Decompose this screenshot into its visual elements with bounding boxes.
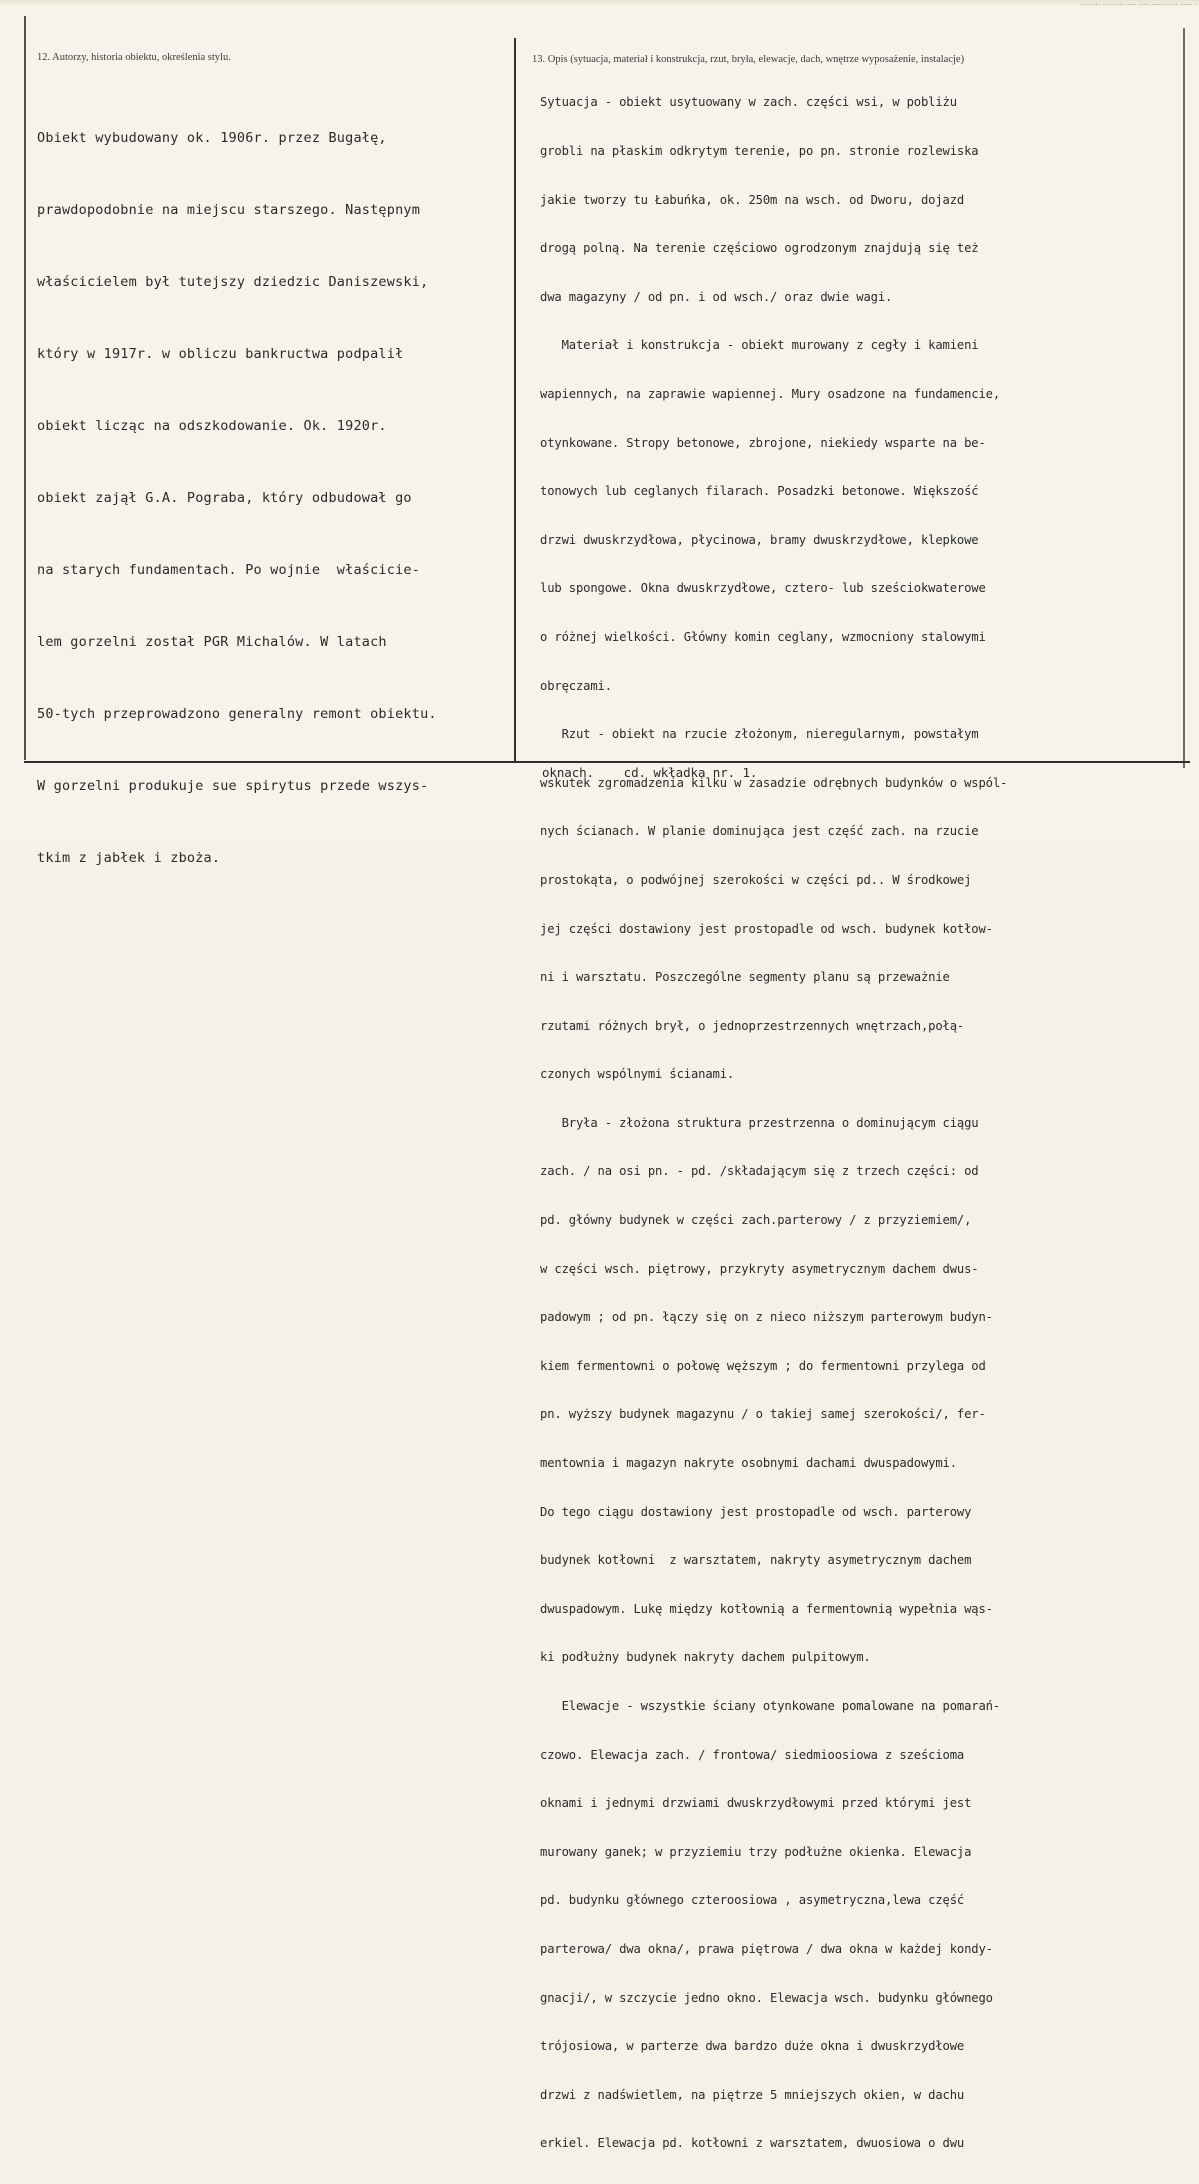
history-line: W gorzelni produkuje sue spirytus przede wszys- — [37, 778, 429, 794]
history-line: obiekt licząc na odszkodowanie. Ok. 1920r. — [37, 418, 387, 434]
continuation-note: oknach. cd. wkładka nr. 1. — [542, 765, 758, 780]
description-line: dwuspadowym. Lukę między kotłownią a fermentownią wypełnia wąs- — [540, 1601, 993, 1616]
history-text-block — [37, 78, 512, 918]
description-line: oknami i jednymi drzwiami dwuskrzydłowymi przed którymi jest — [540, 1796, 972, 1811]
description-line: tonowych lub ceglanych filarach. Posadzki betonowe. Większość — [540, 484, 979, 499]
history-line: 50-tych przeprowadzono generalny remont obiektu. — [37, 706, 437, 722]
description-line: Sytuacja - obiekt usytuowany w zach. części wsi, w pobliżu — [540, 95, 957, 110]
description-line: jej części dostawiony jest prostopadle od wsch. budynek kotłow- — [540, 921, 993, 936]
description-line: ki podłużny budynek nakryty dachem pulpitowym. — [540, 1650, 871, 1665]
history-line: na starych fundamentach. Po wojnie właścicie- — [37, 562, 421, 578]
description-line: wskutek zgromadzenia kilku w zasadzie odrębnych budynków o wspól- — [540, 775, 1008, 790]
description-line: budynek kotłowni z warsztatem, nakryty asymetrycznym dachem — [540, 1553, 972, 1568]
description-line: nych ścianach. W planie dominująca jest część zach. na rzucie — [540, 824, 979, 839]
description-line: ni i warsztatu. Poszczególne segmenty planu są przeważnie — [540, 970, 950, 985]
description-line: padowym ; od pn. łączy się on z nieco niższym parterowym budyn- — [540, 1310, 993, 1325]
history-line: tkim z jabłek i zboża. — [37, 850, 221, 866]
description-line: o różnej wielkości. Główny komin ceglany, wzmocniony stalowymi — [540, 629, 986, 644]
description-line: grobli na płaskim odkrytym terenie, po pn. stronie rozlewiska — [540, 144, 979, 158]
description-line: Bryła - złożona struktura przestrzenna o dominującym ciągu — [540, 1115, 979, 1130]
description-line: otynkowane. Stropy betonowe, zbrojone, niekiedy wsparte na be- — [540, 435, 986, 450]
right-section-header: 13. Opis (sytuacja, materiał i konstrukcja, rzut, bryła, elewacje, dach, wnętrze wyposażenie, instalacje) — [532, 54, 965, 65]
left-frame-line — [24, 16, 26, 760]
description-line: prostokąta, o podwójnej szerokości w części pd.. W środkowej — [540, 872, 972, 887]
description-line: obręczami. — [540, 678, 612, 693]
top-edge-strip — [0, 0, 1199, 7]
description-line: pd. główny budynek w części zach.parterowy / z przyziemiem/, — [540, 1213, 972, 1228]
description-line: drogą polną. Na terenie częściowo ogrodzonym znajdują się też — [540, 241, 979, 256]
history-line: obiekt zajął G.A. Pograba, który odbudował go — [37, 490, 412, 506]
column-divider — [514, 38, 516, 762]
description-line: drzwi dwuskrzydłowa, płycinowa, bramy dwuskrzydłowe, klepkowe — [540, 532, 979, 547]
description-line: gnacji/, w szczycie jedno okno. Elewacja wsch. budynku głównego — [540, 1990, 993, 2005]
description-line: Materiał i konstrukcja - obiekt murowany z cegły i kamieni — [540, 338, 979, 353]
description-line: erkiel. Elewacja pd. kotłowni z warsztatem, dwuosiowa o dwu — [540, 2136, 965, 2151]
description-line: dwa magazyny / od pn. i od wsch./ oraz dwie wagi. — [540, 289, 893, 304]
description-line: czowo. Elewacja zach. / frontowa/ siedmioosiowa z sześcioma — [540, 1747, 965, 1762]
description-line: drzwi z nadświetlem, na piętrze 5 mniejszych okien, w dachu — [540, 2087, 965, 2102]
description-line: rzutami różnych brył, o jednoprzestrzennych wnętrzach,połą- — [540, 1018, 965, 1033]
description-line: pd. budynku głównego czteroosiowa , asymetryczna,lewa część — [540, 1893, 965, 1908]
description-line: w części wsch. piętrowy, przykryty asymetrycznym dachem dwus- — [540, 1261, 979, 1276]
description-line: kiem fermentowni o połowę węższym ; do fermentowni przylega od — [540, 1358, 986, 1373]
description-line: Elewacje - wszystkie ściany otynkowane pomalowane na pomarań- — [540, 1699, 1000, 1713]
history-line: Obiekt wybudowany ok. 1906r. przez Bugałę, — [37, 130, 387, 146]
description-line: mentownia i magazyn nakryte osobnymi dachami dwuspadowymi. — [540, 1456, 957, 1471]
description-line: parterowa/ dwa okna/, prawa piętrowa / dwa okna w każdej kondy- — [540, 1941, 993, 1956]
description-line: czonych wspólnymi ścianami. — [540, 1067, 735, 1082]
top-bleed-text: ........ ......... .... .... ........... ..... . — [1080, 0, 1198, 7]
description-line: wapiennych, na zaprawie wapiennej. Mury osadzone na fundamencie, — [540, 386, 1000, 401]
history-line: prawdopodobnie na miejscu starszego. Następnym — [37, 202, 421, 218]
description-line: zach. / na osi pn. - pd. /składającym się z trzech części: od — [540, 1164, 979, 1179]
description-line: jakie tworzy tu Łabuńka, ok. 250m na wsch. od Dworu, dojazd — [540, 192, 965, 207]
description-line: Do tego ciągu dostawiony jest prostopadle od wsch. parterowy — [540, 1504, 972, 1519]
history-line: właścicielem był tutejszy dziedzic Daniszewski, — [37, 274, 429, 290]
description-line: murowany ganek; w przyziemiu trzy podłużne okienka. Elewacja — [540, 1844, 972, 1859]
description-text-block — [540, 62, 1186, 2184]
description-line: lub spongowe. Okna dwuskrzydłowe, cztero- lub sześciokwaterowe — [540, 581, 986, 596]
history-line: lem gorzelni został PGR Michalów. W latach — [37, 634, 387, 650]
description-line: pn. wyższy budynek magazynu / o takiej samej szerokości/, fer- — [540, 1407, 986, 1422]
description-line: trójosiowa, w parterze dwa bardzo duże okna i dwuskrzydłowe — [540, 2039, 965, 2054]
history-line: który w 1917r. w obliczu bankructwa podpalił — [37, 346, 404, 362]
description-line: Rzut - obiekt na rzucie złożonym, nieregularnym, powstałym — [540, 727, 979, 742]
left-section-header: 12. Autorzy, historia obiektu, określenia stylu. — [37, 52, 231, 63]
